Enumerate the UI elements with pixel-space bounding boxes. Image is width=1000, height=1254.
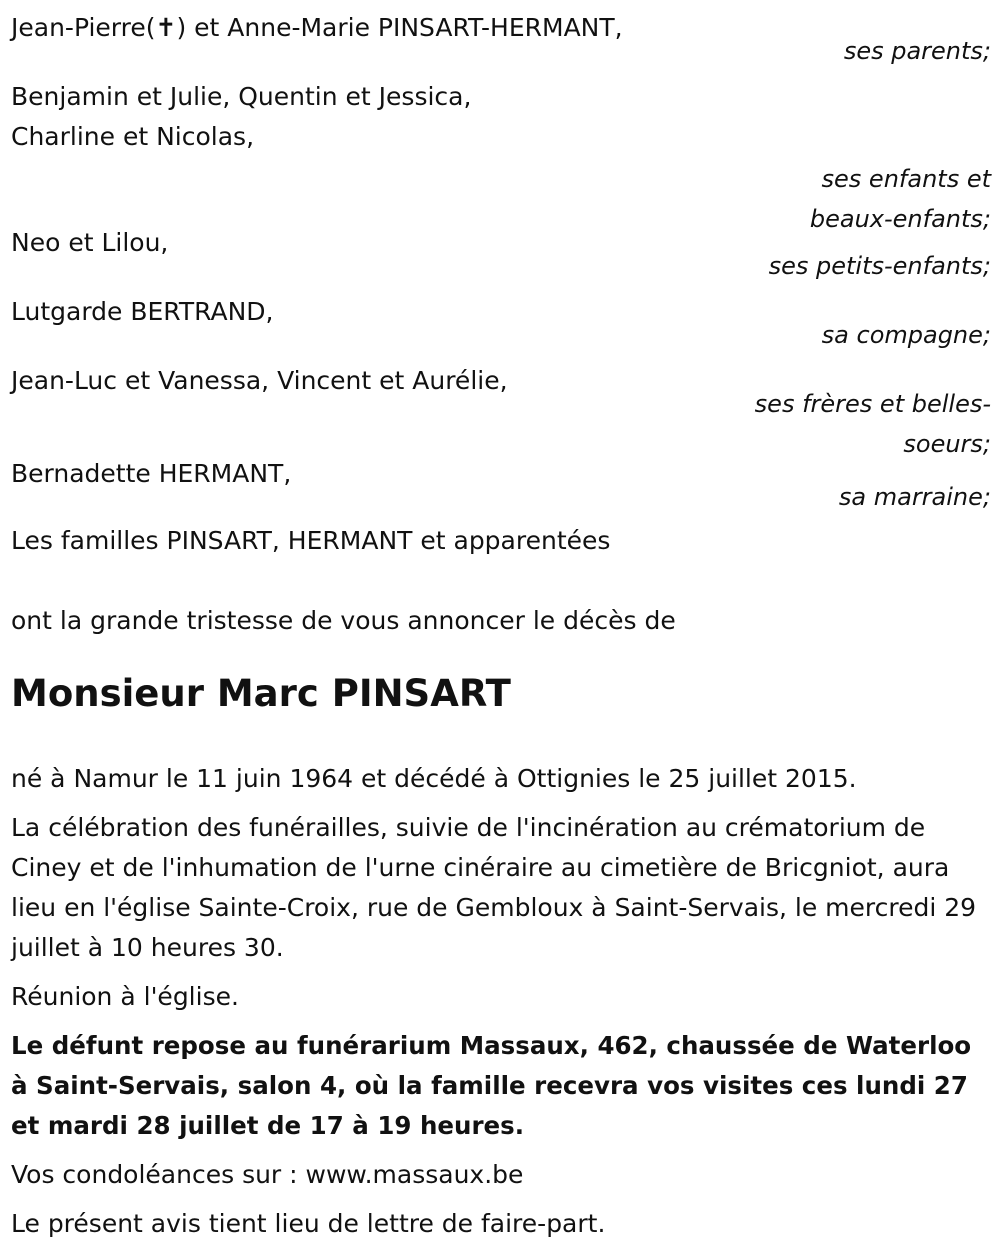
- family-names: Lutgarde BERTRAND,: [11, 297, 274, 326]
- family-names: Jean-Pierre(✝) et Anne-Marie PINSART-HERMANT,: [11, 13, 623, 42]
- family-group-parents: [11, 8, 991, 71]
- deceased-name: Monsieur Marc PINSART: [11, 672, 511, 715]
- family-names: Jean-Luc et Vanessa, Vincent et Aurélie,: [11, 366, 508, 395]
- family-relation: ses parents;: [843, 37, 991, 65]
- notice-text: Le présent avis tient lieu de lettre de faire-part.: [11, 1209, 606, 1238]
- ceremony-details: La célébration des funérailles, suivie de l'incinération au crématorium de Ciney et de l'inhumation de l'urne cinéraire au cimetière de Bricgniot, aura lieu en l'église Sainte-Croix, rue de Gembloux à Saint-Servais, le mercredi 29 juillet à 10 heures 30.: [11, 813, 977, 962]
- family-group-children: [11, 77, 991, 239]
- family-group-siblings: [11, 361, 991, 464]
- family-relation: sa compagne;: [821, 321, 991, 349]
- repose-details: Le défunt repose au funérarium Massaux, 462, chaussée de Waterloo à Saint-Servais, salon 4, où la famille recevra vos visites ces lundi 27 et mardi 28 juillet de 17 à 19 heures.: [11, 1031, 972, 1140]
- family-relation: ses frères et belles-soeurs;: [754, 390, 991, 458]
- meeting-place: Réunion à l'église.: [11, 982, 239, 1011]
- family-names: Bernadette HERMANT,: [11, 459, 292, 488]
- family-names: Benjamin et Julie, Quentin et Jessica, Charline et Nicolas,: [11, 82, 472, 151]
- extended-families: Les familles PINSART, HERMANT et apparentées: [11, 526, 611, 555]
- family-relation: ses petits-enfants;: [768, 252, 991, 280]
- condolences-link: Vos condoléances sur : www.massaux.be: [11, 1160, 524, 1189]
- family-names: Neo et Lilou,: [11, 228, 169, 257]
- obituary-notice: [11, 8, 991, 1244]
- birth-death-dates: né à Namur le 11 juin 1964 et décédé à Ottignies le 25 juillet 2015.: [11, 764, 857, 793]
- family-relation: sa marraine;: [838, 483, 991, 511]
- family-group-partner: [11, 292, 991, 355]
- family-group-godmother: [11, 454, 991, 517]
- family-relation: ses enfants et beaux-enfants;: [809, 165, 991, 233]
- announcement-text: ont la grande tristesse de vous annoncer le décès de: [11, 606, 676, 635]
